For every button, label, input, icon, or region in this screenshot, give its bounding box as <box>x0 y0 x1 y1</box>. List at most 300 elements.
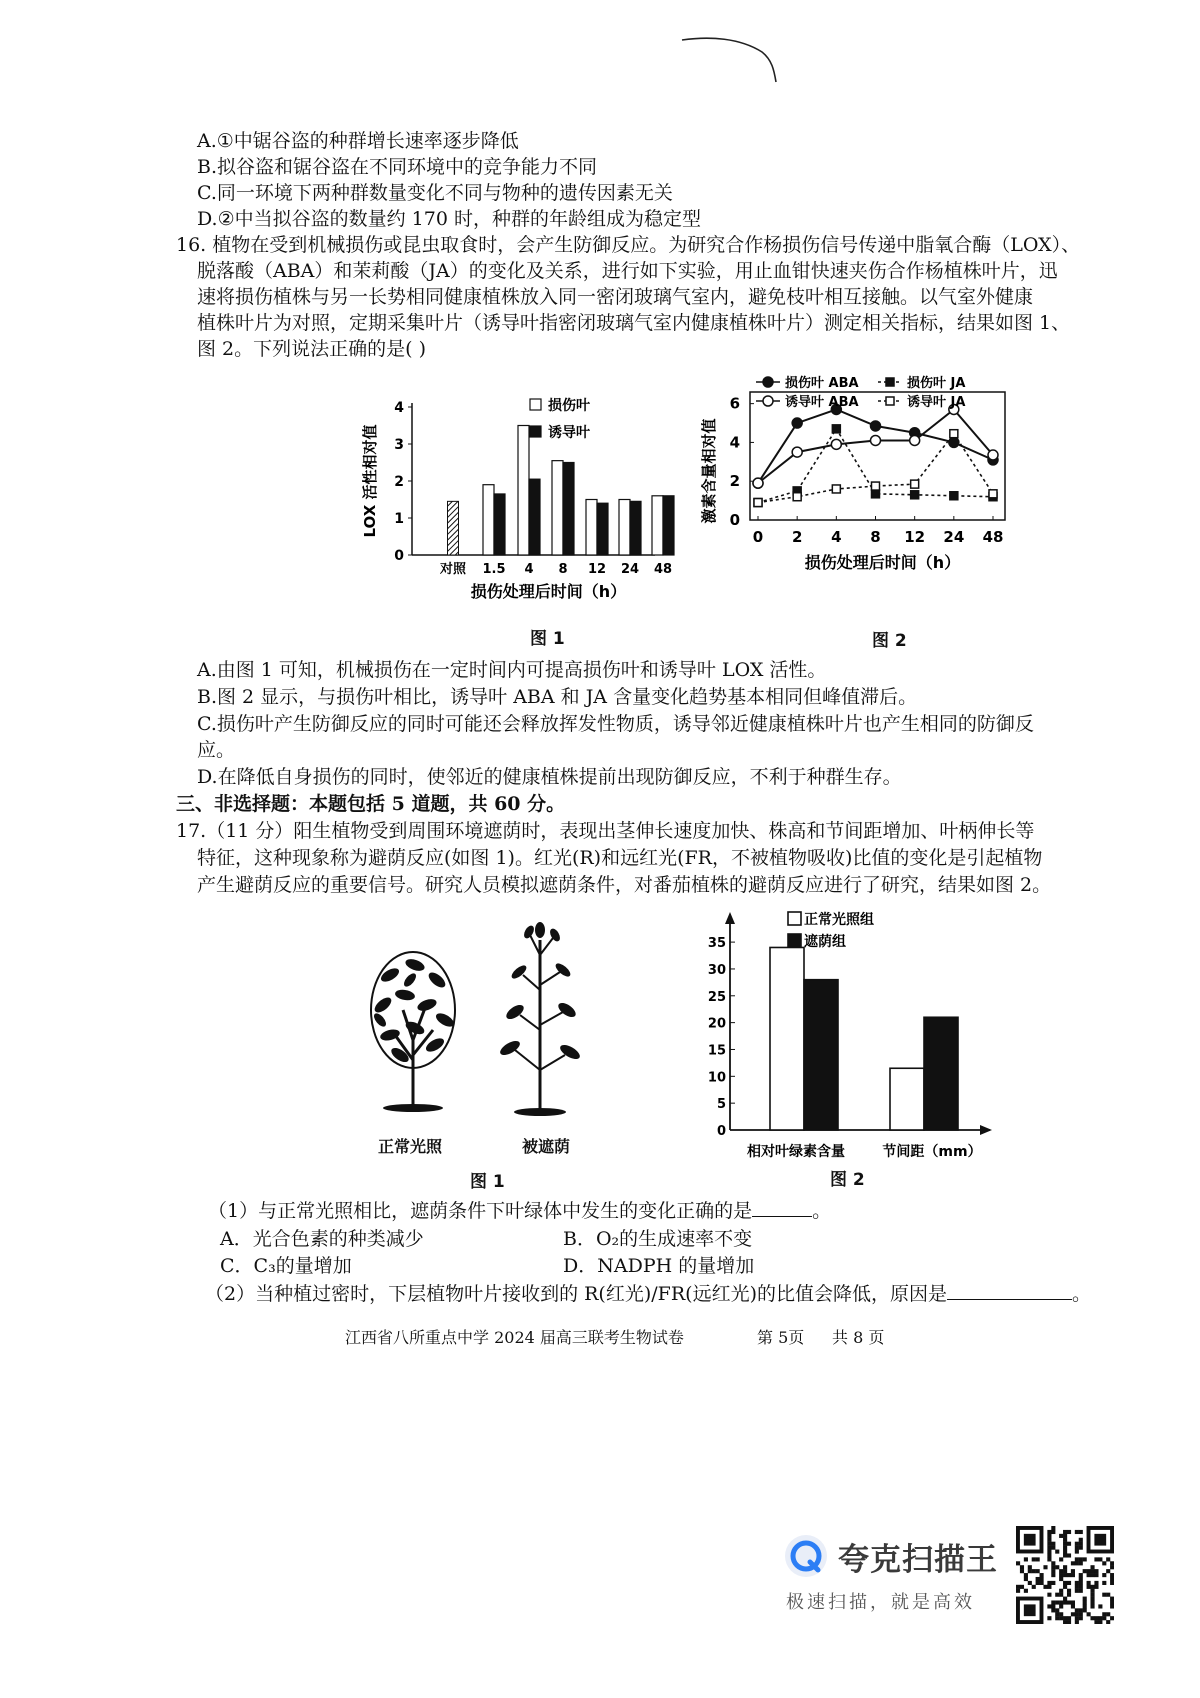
qr-module <box>1063 1538 1067 1542</box>
normal-light-bar <box>890 1068 924 1130</box>
scanner-logo-icon <box>782 1532 830 1580</box>
qr-module <box>1016 1561 1020 1565</box>
x-tick-label: 4 <box>831 528 842 546</box>
induced-aba-point <box>792 447 802 457</box>
qr-module <box>1075 1616 1079 1620</box>
x-axis-arrow <box>980 1125 992 1135</box>
y-tick-label: 10 <box>707 1070 726 1086</box>
qr-module <box>1094 1616 1098 1620</box>
injured-leaf-bar <box>552 461 563 555</box>
q15-option-a: A.①中锯谷盗的种群增长速率逐步降低 <box>197 130 519 152</box>
y-tick-label: 0 <box>716 1124 726 1139</box>
tall-plant-drawing <box>498 922 582 1116</box>
induced-ja-point <box>872 482 880 490</box>
qr-module <box>1102 1561 1106 1565</box>
qr-module <box>1106 1569 1110 1573</box>
legend-marker <box>763 377 773 387</box>
qr-module <box>1071 1569 1075 1573</box>
q17-stem-3: 产生避荫反应的重要信号。研究人员模拟遮荫条件，对番茄植株的避荫反应进行了研究，结果如图 2。 <box>197 874 1052 896</box>
qr-module <box>1051 1608 1055 1612</box>
qr-module <box>1102 1573 1106 1577</box>
q16-fig2-caption: 图 2 <box>872 631 907 651</box>
qr-module <box>1051 1600 1055 1604</box>
qr-module <box>1083 1557 1087 1561</box>
legend-marker <box>886 397 894 405</box>
normal-light-bar <box>770 947 804 1130</box>
induced-ja-point <box>793 493 801 501</box>
y-tick-label: 35 <box>707 936 726 952</box>
qr-module <box>1047 1538 1051 1542</box>
qr-module <box>1079 1589 1083 1593</box>
qr-module <box>1040 1577 1044 1581</box>
qr-module <box>1063 1573 1067 1577</box>
qr-module <box>1079 1573 1083 1577</box>
qr-module <box>1055 1616 1059 1620</box>
qr-module <box>1024 1589 1028 1593</box>
y-tick-label: 4 <box>394 400 404 416</box>
y-tick-label: 4 <box>729 433 740 452</box>
qr-module <box>1106 1557 1110 1561</box>
qr-module <box>1083 1597 1087 1601</box>
qr-module <box>1051 1542 1055 1546</box>
qr-module <box>1059 1616 1063 1620</box>
qr-module <box>1098 1604 1102 1608</box>
qr-module <box>1063 1616 1067 1620</box>
qr-module <box>1110 1581 1114 1585</box>
qr-module <box>1075 1612 1079 1616</box>
qr-module <box>1094 1569 1098 1573</box>
qr-module <box>1094 1585 1098 1589</box>
footer-total: 共 8 页 <box>832 1328 885 1347</box>
legend-label: 诱导叶 ABA <box>785 395 859 410</box>
legend-swatch <box>788 912 801 925</box>
qr-module <box>1079 1557 1083 1561</box>
injured-leaf-bar <box>586 500 597 556</box>
legend-label: 损伤叶 JA <box>907 376 966 391</box>
qr-module <box>1020 1585 1024 1589</box>
qr-module <box>1075 1550 1079 1554</box>
legend-label: 诱导叶 JA <box>907 395 966 410</box>
induced-aba-point <box>988 450 998 460</box>
qr-module <box>1079 1581 1083 1585</box>
qr-module <box>1051 1565 1055 1569</box>
q17-sub1-option-a: A．光合色素的种类减少 <box>220 1228 424 1250</box>
induced-aba-point <box>910 435 920 445</box>
shaded-bar <box>804 980 838 1130</box>
qr-module <box>1090 1593 1094 1597</box>
y-tick-label: 5 <box>716 1097 726 1113</box>
qr-module <box>1075 1585 1079 1589</box>
qr-module <box>1028 1569 1032 1573</box>
qr-module <box>1051 1604 1055 1608</box>
qr-module <box>1110 1573 1114 1577</box>
qr-module <box>1110 1600 1114 1604</box>
q17-fig1-caption: 图 1 <box>470 1172 505 1192</box>
q16-option-a: A.由图 1 可知，机械损伤在一定时间内可提高损伤叶和诱导叶 LOX 活性。 <box>197 659 827 681</box>
x-tick-label: 2 <box>791 528 803 546</box>
pen-scribble <box>680 30 790 90</box>
qr-module <box>1059 1557 1063 1561</box>
qr-module <box>1087 1569 1091 1573</box>
qr-module <box>1063 1620 1067 1624</box>
q16-stem-5: 图 2。下列说法正确的是( ) <box>197 338 426 360</box>
qr-module <box>1063 1546 1067 1550</box>
qr-module <box>1094 1581 1098 1585</box>
qr-module <box>1110 1597 1114 1601</box>
plant-illustrations <box>355 920 615 1135</box>
y-tick-label: 1 <box>394 511 404 527</box>
induced-ja-point <box>754 499 762 507</box>
qr-module <box>1079 1561 1083 1565</box>
q16-figure-1 <box>360 395 680 625</box>
qr-module <box>1063 1565 1067 1569</box>
qr-module <box>1055 1593 1059 1597</box>
legend-label: 损伤叶 ABA <box>785 376 859 391</box>
x-tick-label: 24 <box>620 562 640 577</box>
qr-module <box>1032 1557 1036 1561</box>
q17-fig2-caption: 图 2 <box>830 1170 865 1190</box>
qr-module <box>1110 1616 1114 1620</box>
qr-module <box>1090 1585 1094 1589</box>
qr-module <box>1106 1612 1110 1616</box>
q15-option-d: D.②中当拟谷盗的数量约 170 时，种群的年龄组成为稳定型 <box>197 208 701 230</box>
scanner-slogan: 极速扫描，就是高效 <box>786 1592 975 1613</box>
qr-module <box>1075 1546 1079 1550</box>
qr-module <box>1083 1608 1087 1612</box>
qr-module <box>1067 1620 1071 1624</box>
qr-module <box>1063 1600 1067 1604</box>
qr-module <box>1024 1557 1028 1561</box>
legend-marker <box>886 378 894 386</box>
qr-module <box>1075 1542 1079 1546</box>
q17-sub2-text: （2）当种植过密时，下层植物叶片接收到的 R(红光)/FR(远红光)的比值会降低，原因是 <box>205 1283 947 1305</box>
qr-module <box>1051 1569 1055 1573</box>
q15-option-c: C.同一环境下两种群数量变化不同与物种的遗传因素无关 <box>197 182 673 204</box>
qr-module <box>1102 1612 1106 1616</box>
qr-module <box>1051 1573 1055 1577</box>
legend-swatch <box>530 399 541 410</box>
qr-module <box>1090 1565 1094 1569</box>
qr-module <box>1055 1608 1059 1612</box>
qr-module <box>1079 1616 1083 1620</box>
qr-module <box>1059 1577 1063 1581</box>
qr-module <box>1059 1604 1063 1608</box>
qr-module <box>1087 1581 1091 1585</box>
q16-stem-3: 速将损伤植株与另一长势相同健康植株放入同一密闭玻璃气室内，避免枝叶相互接触。以气室外健康 <box>197 286 1034 308</box>
qr-module <box>1071 1573 1075 1577</box>
qr-module <box>1047 1557 1051 1561</box>
qr-module <box>1063 1550 1067 1554</box>
qr-finder-inner <box>1024 1604 1036 1616</box>
q17-stem-1: 17.（11 分）阳生植物受到周围环境遮荫时，表现出茎伸长速度加快、株高和节间距增加、叶柄伸长等 <box>176 820 1035 842</box>
qr-module <box>1079 1585 1083 1589</box>
qr-module <box>1051 1530 1055 1534</box>
y-tick-label: 25 <box>707 989 726 1005</box>
qr-module <box>1047 1604 1051 1608</box>
qr-module <box>1067 1616 1071 1620</box>
qr-module <box>1067 1553 1071 1557</box>
qr-module <box>1110 1604 1114 1608</box>
qr-module <box>1075 1581 1079 1585</box>
induced-aba-point <box>831 439 841 449</box>
qr-module <box>1067 1593 1071 1597</box>
qr-module <box>1079 1577 1083 1581</box>
q17-sub1-answer-blank[interactable] <box>752 1198 812 1217</box>
qr-module <box>1106 1620 1110 1624</box>
footer-title: 江西省八所重点中学 2024 届高三联考生物试卷 <box>345 1328 684 1347</box>
legend-swatch <box>530 426 541 437</box>
injured-leaf-bar <box>483 485 494 555</box>
induced-leaf-bar <box>630 501 641 555</box>
x-tick-label: 1.5 <box>482 562 506 577</box>
qr-module <box>1083 1600 1087 1604</box>
qr-module <box>1047 1534 1051 1538</box>
qr-module <box>1071 1604 1075 1608</box>
q16-stem-2: 脱落酸（ABA）和茉莉酸（JA）的变化及关系，进行如下实验，用止血钳快速夹伤合作杨植株叶片，迅 <box>197 260 1058 282</box>
y-tick-label: 2 <box>729 472 740 491</box>
qr-module <box>1047 1530 1051 1534</box>
qr-module <box>1075 1620 1079 1624</box>
injured-aba-point <box>792 418 802 428</box>
induced-ja-point <box>989 490 997 498</box>
qr-module <box>1083 1569 1087 1573</box>
x-tick-label: 对照 <box>439 562 467 577</box>
qr-module <box>1024 1577 1028 1581</box>
qr-module <box>1047 1616 1051 1620</box>
qr-module <box>1079 1546 1083 1550</box>
qr-module <box>1055 1550 1059 1554</box>
section-3-heading: 三、非选择题：本题包括 5 道题，共 60 分。 <box>176 793 566 815</box>
qr-module <box>1028 1581 1032 1585</box>
lox-bar-chart <box>360 395 680 625</box>
qr-module <box>1047 1550 1051 1554</box>
qr-module <box>1040 1573 1044 1577</box>
qr-module <box>1063 1597 1067 1601</box>
qr-module <box>1067 1573 1071 1577</box>
qr-module <box>1059 1573 1063 1577</box>
x-tick-label: 0 <box>752 528 764 546</box>
induced-leaf-bar <box>663 496 674 555</box>
qr-module <box>1051 1561 1055 1565</box>
qr-module <box>1079 1538 1083 1542</box>
qr-finder-inner <box>1024 1534 1036 1546</box>
y-axis-title: LOX 活性相对值 <box>361 424 379 538</box>
qr-module <box>1079 1542 1083 1546</box>
q17-fig1-label-normal: 正常光照 <box>378 1137 443 1156</box>
qr-module <box>1110 1561 1114 1565</box>
scanner-watermark <box>782 1530 1022 1620</box>
qr-module <box>1047 1593 1051 1597</box>
induced-ja-point <box>911 480 919 488</box>
hormone-line-chart <box>700 370 1040 635</box>
qr-module <box>1090 1569 1094 1573</box>
qr-module <box>1094 1573 1098 1577</box>
induced-leaf-bar <box>563 463 574 556</box>
x-tick-label: 48 <box>982 528 1004 546</box>
qr-module <box>1090 1589 1094 1593</box>
injured-ja-point <box>950 492 958 500</box>
q17-figure-1 <box>355 920 615 1135</box>
qr-module <box>1098 1557 1102 1561</box>
qr-finder-inner <box>1094 1534 1106 1546</box>
qr-module <box>1075 1530 1079 1534</box>
qr-module <box>1094 1620 1098 1624</box>
y-tick-label: 0 <box>729 511 740 529</box>
qr-module <box>1063 1553 1067 1557</box>
x-tick-label: 8 <box>558 562 568 577</box>
qr-module <box>1059 1569 1063 1573</box>
injured-leaf-bar <box>518 426 529 556</box>
y-axis-title: 激素含量相对值 <box>700 418 718 524</box>
qr-module <box>1102 1616 1106 1620</box>
qr-module <box>1047 1585 1051 1589</box>
q17-sub1-text: （1）与正常光照相比，遮荫条件下叶绿体中发生的变化正确的是 <box>208 1200 753 1222</box>
qr-module <box>1090 1597 1094 1601</box>
legend-marker <box>763 396 773 406</box>
x-tick-label: 48 <box>653 562 673 577</box>
qr-module <box>1094 1557 1098 1561</box>
q17-stem-2: 特征，这种现象称为避荫反应(如图 1)。红光(R)和远红光(FR，不被植物吸收)比值的变化是引起植物 <box>197 847 1043 869</box>
q16-option-b: B.图 2 显示，与损伤叶相比，诱导叶 ABA 和 JA 含量变化趋势基本相同但峰值滞后。 <box>197 686 918 708</box>
qr-module <box>1087 1585 1091 1589</box>
q17-fig1-label-shaded: 被遮荫 <box>522 1137 571 1156</box>
q17-sub1-option-d: D．NADPH 的量增加 <box>563 1255 755 1277</box>
qr-module <box>1090 1616 1094 1620</box>
qr-module <box>1016 1585 1020 1589</box>
y-tick-label: 3 <box>394 437 404 453</box>
qr-module <box>1079 1612 1083 1616</box>
qr-module <box>1075 1589 1079 1593</box>
x-axis-title: 损伤处理后时间（h） <box>804 553 961 572</box>
y-tick-label: 15 <box>707 1043 726 1059</box>
injured-aba-point <box>871 421 881 431</box>
injured-leaf-bar <box>652 496 663 555</box>
legend-swatch <box>788 934 801 947</box>
bushy-plant-drawing <box>371 952 456 1112</box>
qr-module <box>1071 1612 1075 1616</box>
x-axis-title: 损伤处理后时间（h） <box>470 582 627 601</box>
qr-module <box>1071 1561 1075 1565</box>
qr-module <box>1063 1542 1067 1546</box>
qr-module <box>1051 1526 1055 1530</box>
qr-module <box>1059 1589 1063 1593</box>
qr-module <box>1083 1604 1087 1608</box>
q17-sub1-end: 。 <box>812 1200 832 1222</box>
induced-ja-point <box>832 485 840 493</box>
qr-module <box>1063 1530 1067 1534</box>
q16-option-c: C.损伤叶产生防御反应的同时可能还会释放挥发性物质，诱导邻近健康植株叶片也产生相同的防御反 <box>197 713 1034 735</box>
qr-module <box>1055 1565 1059 1569</box>
q17-figure-2 <box>700 908 1010 1163</box>
q16-stem-1: 16. 植物在受到机械损伤或昆虫取食时，会产生防御反应。为研究合作杨损伤信号传递中脂氧合酶（LOX）、 <box>176 234 1081 256</box>
injured-leaf-bar <box>619 500 630 556</box>
qr-module <box>1067 1530 1071 1534</box>
qr-module <box>1047 1542 1051 1546</box>
qr-module <box>1079 1608 1083 1612</box>
injured-ja-point <box>832 425 840 433</box>
control-bar <box>448 501 459 555</box>
qr-module <box>1040 1581 1044 1585</box>
qr-module <box>1020 1569 1024 1573</box>
qr-module <box>1075 1561 1079 1565</box>
y-tick-label: 30 <box>707 962 726 978</box>
qr-module <box>1071 1600 1075 1604</box>
q16-option-c-cont: 应。 <box>197 739 236 761</box>
induced-ja-point <box>950 430 958 438</box>
qr-module <box>1059 1534 1063 1538</box>
x-tick-label: 12 <box>587 562 607 577</box>
qr-module <box>1067 1581 1071 1585</box>
induced-leaf-bar <box>529 479 540 555</box>
plot-frame <box>750 392 1005 520</box>
induced-leaf-bar <box>494 494 505 555</box>
qr-module <box>1075 1608 1079 1612</box>
qr-module <box>1043 1585 1047 1589</box>
shade-bar-chart <box>700 908 1010 1163</box>
qr-module <box>1059 1593 1063 1597</box>
qr-module <box>1047 1553 1051 1557</box>
qr-module <box>1067 1600 1071 1604</box>
y-tick-label: 6 <box>729 394 740 413</box>
x-tick-label: 12 <box>904 528 926 546</box>
q17-sub1-option-c: C．C₃的量增加 <box>220 1255 352 1277</box>
q17-sub1-option-b: B．O₂的生成速率不变 <box>563 1228 753 1250</box>
qr-module <box>1075 1557 1079 1561</box>
qr-module <box>1063 1534 1067 1538</box>
qr-module <box>1098 1620 1102 1624</box>
qr-module <box>1036 1557 1040 1561</box>
qr-module <box>1032 1585 1036 1589</box>
y-tick-label: 20 <box>707 1016 726 1032</box>
qr-module <box>1036 1581 1040 1585</box>
qr-module <box>1090 1604 1094 1608</box>
qr-module <box>1059 1612 1063 1616</box>
q17-sub1 <box>208 1198 831 1224</box>
y-tick-label: 2 <box>394 474 404 490</box>
x-tick-label: 24 <box>943 528 965 546</box>
injured-ja-point <box>872 490 880 498</box>
x-tick-label: 8 <box>870 528 881 546</box>
qr-module <box>1063 1569 1067 1573</box>
qr-module <box>1055 1612 1059 1616</box>
qr-module <box>1102 1581 1106 1585</box>
q17-sub2-answer-blank[interactable] <box>947 1281 1072 1300</box>
injured-ja-point <box>911 491 919 499</box>
qr-module <box>1067 1542 1071 1546</box>
induced-leaf-bar <box>597 503 608 555</box>
qr-module <box>1110 1565 1114 1569</box>
qr-module <box>1051 1546 1055 1550</box>
induced-aba-point <box>871 435 881 445</box>
qr-code-icon <box>1016 1526 1114 1624</box>
y-tick-label: 0 <box>394 548 404 564</box>
qr-module <box>1087 1573 1091 1577</box>
legend-label: 诱导叶 <box>548 425 590 441</box>
qr-module <box>1016 1589 1020 1593</box>
qr-module <box>1090 1600 1094 1604</box>
footer-page: 第 5页 <box>757 1328 805 1347</box>
qr-module <box>1055 1600 1059 1604</box>
qr-module <box>1087 1612 1091 1616</box>
x-category-label: 节间距（mm） <box>882 1144 982 1160</box>
legend-label: 损伤叶 <box>548 398 590 414</box>
legend-label: 遮荫组 <box>804 934 846 950</box>
qr-module <box>1032 1569 1036 1573</box>
x-tick-label: 4 <box>524 562 534 577</box>
scanner-brand-name: 夸克扫描王 <box>838 1542 998 1578</box>
q17-sub2 <box>205 1281 1091 1307</box>
q16-option-d: D.在降低自身损伤的同时，使邻近的健康植株提前出现防御反应，不利于种群生存。 <box>197 766 902 788</box>
